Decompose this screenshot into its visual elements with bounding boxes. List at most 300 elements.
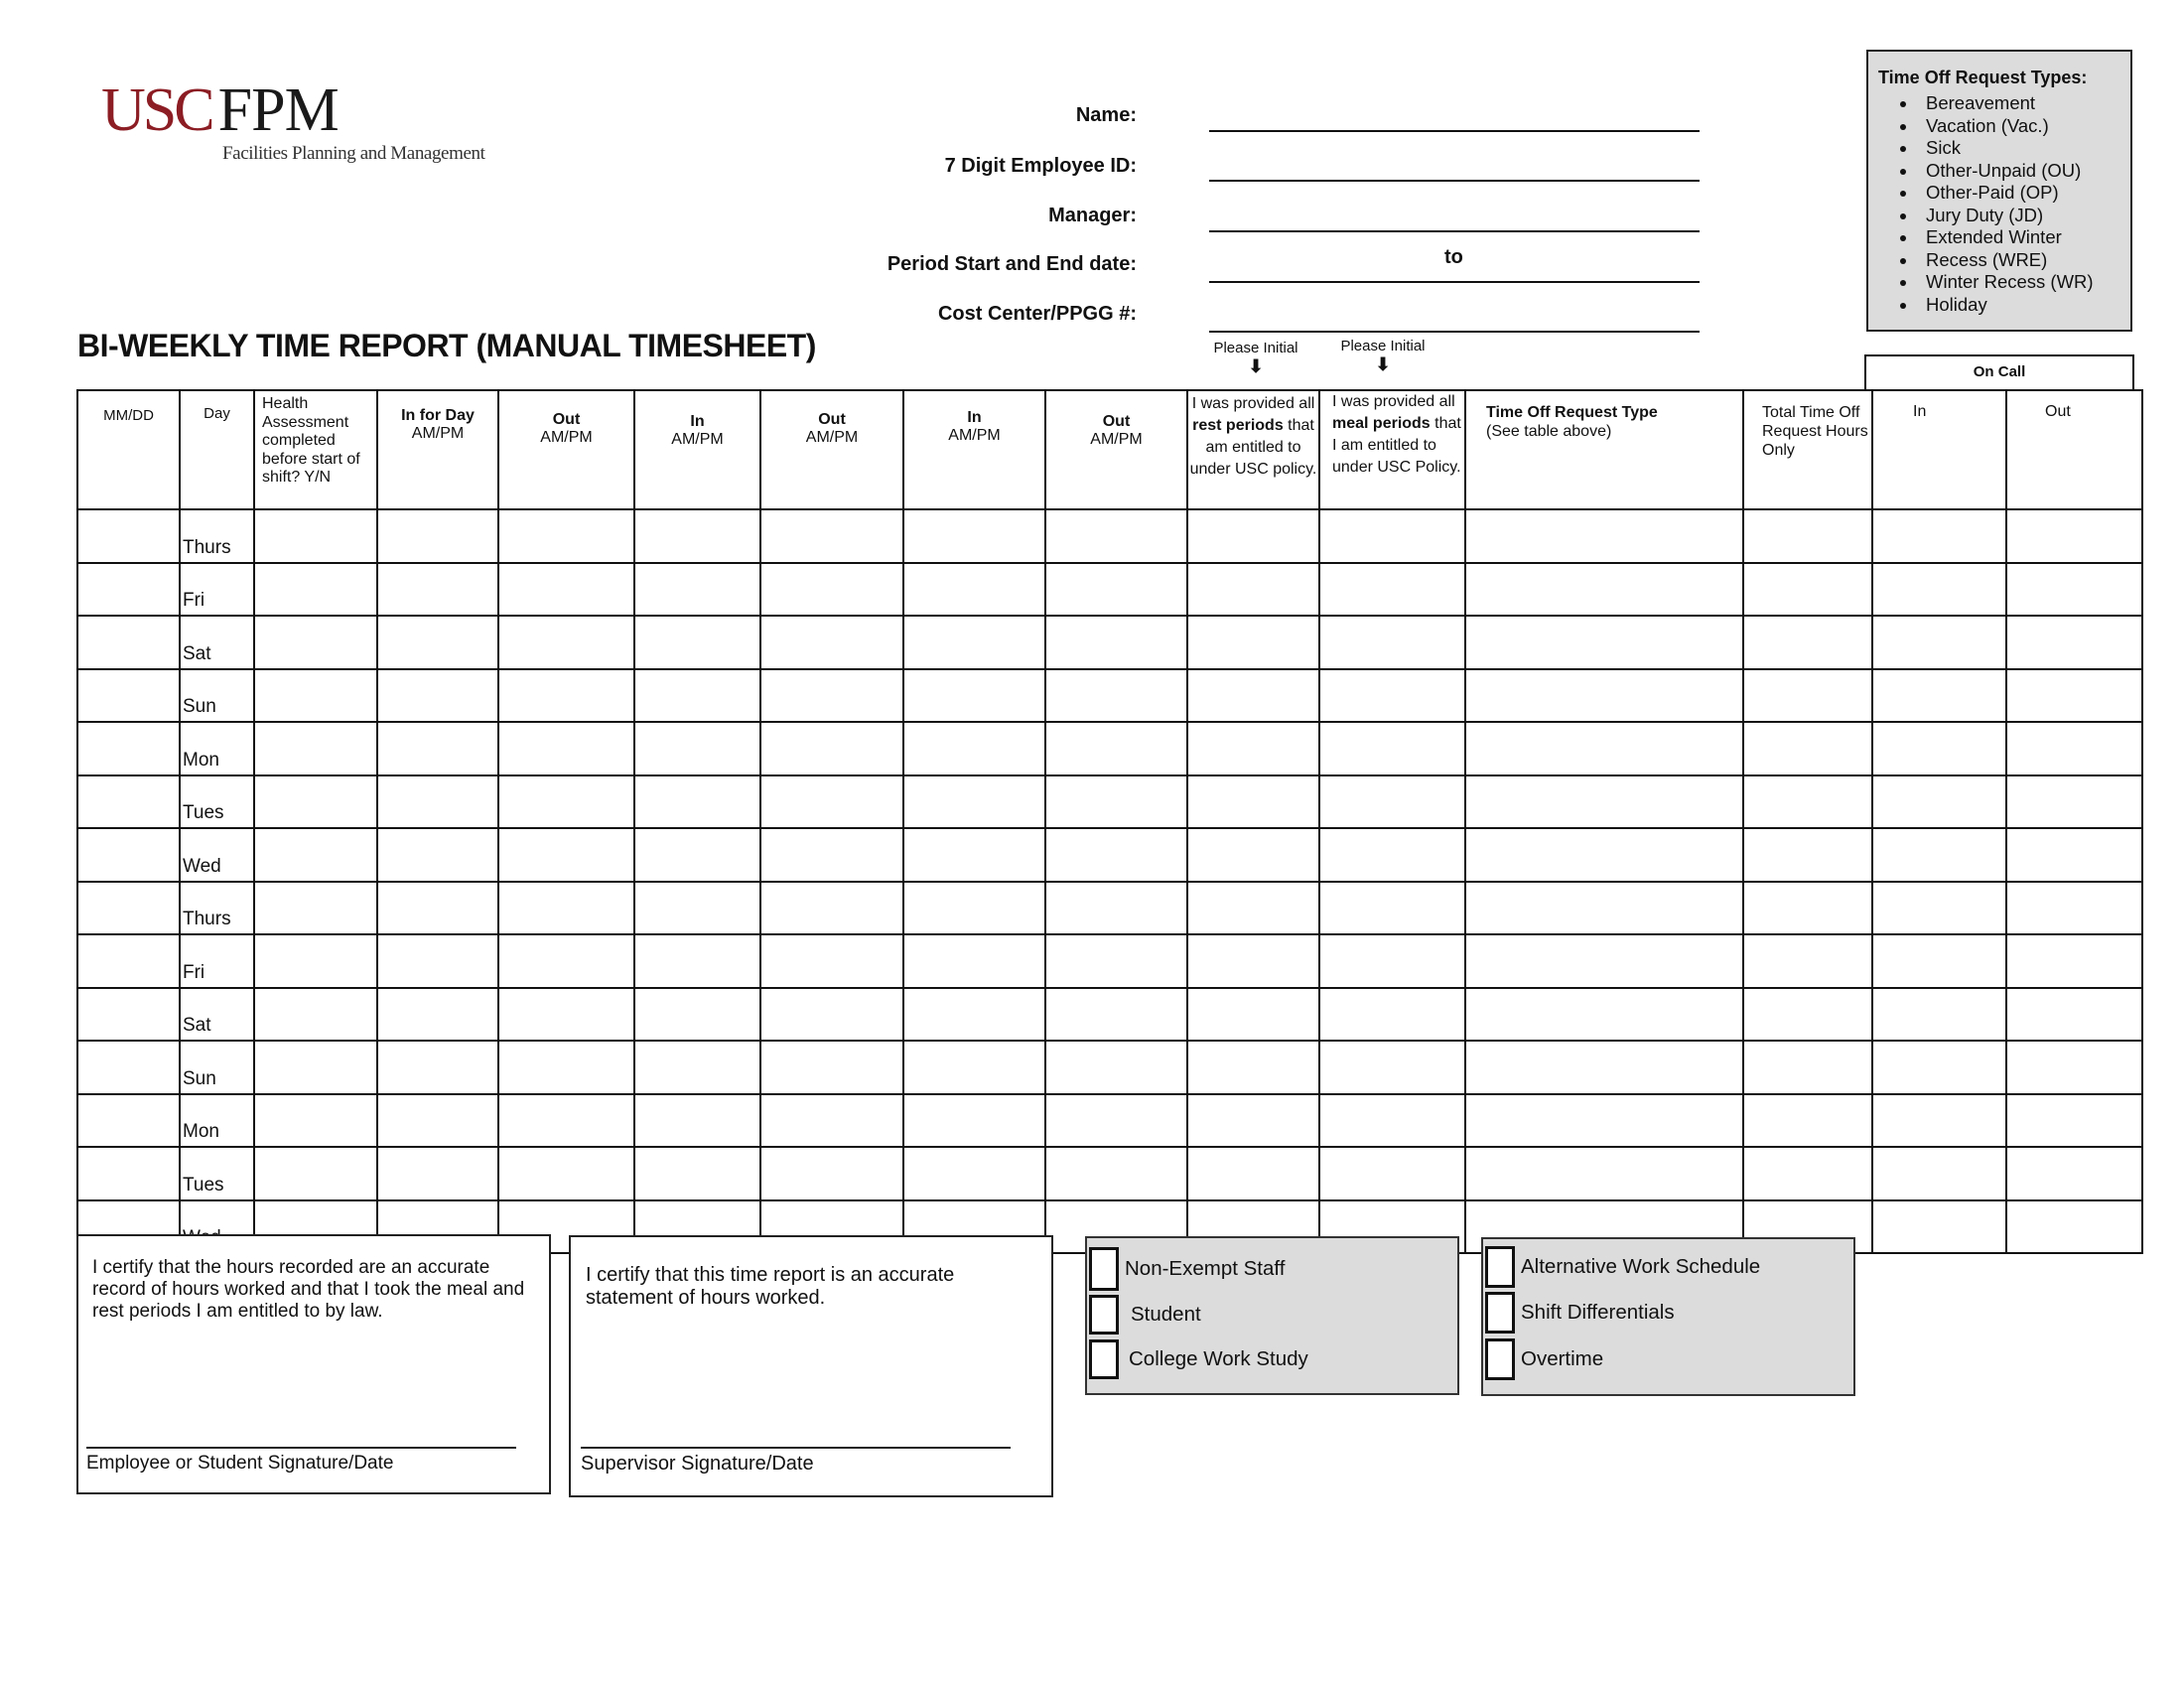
please-initial-label: Please Initial bbox=[1213, 340, 1298, 356]
arrow-down-icon: ⬇ bbox=[1248, 356, 1264, 376]
cell-time-off-type[interactable] bbox=[1465, 1041, 1743, 1094]
cell-in-3[interactable] bbox=[903, 563, 1045, 617]
table-row bbox=[77, 934, 2142, 988]
cell-out-1[interactable] bbox=[498, 988, 634, 1042]
cell-meal-initial[interactable] bbox=[1319, 616, 1465, 669]
period-label: Period Start and End date: bbox=[887, 253, 1137, 275]
header-in-3 bbox=[903, 390, 1045, 509]
on-call-header: On Call bbox=[1864, 354, 2134, 390]
table-row bbox=[77, 1041, 2142, 1094]
cell-in-2[interactable] bbox=[634, 988, 760, 1042]
table-row bbox=[77, 882, 2142, 935]
cell-in-for-day[interactable] bbox=[377, 828, 498, 882]
cell-day: Sat bbox=[180, 988, 254, 1042]
employee-signature-line[interactable] bbox=[86, 1447, 516, 1449]
option-label: Overtime bbox=[1521, 1347, 1604, 1370]
cell-on-call-out[interactable] bbox=[2006, 775, 2142, 829]
checkbox[interactable] bbox=[1089, 1295, 1119, 1335]
supervisor-signature-label: Supervisor Signature/Date bbox=[581, 1453, 814, 1475]
cell-in-for-day[interactable] bbox=[377, 1094, 498, 1148]
cell-on-call-out[interactable] bbox=[2006, 934, 2142, 988]
cell-mmdd[interactable] bbox=[77, 828, 180, 882]
header-total-time-off: Total Time Off Request Hours Only bbox=[1743, 390, 1872, 509]
cell-time-off-type[interactable] bbox=[1465, 882, 1743, 935]
cell-rest-initial[interactable] bbox=[1187, 988, 1319, 1042]
cell-health-assessment[interactable] bbox=[254, 988, 377, 1042]
list-item: • Extended Winter bbox=[1918, 226, 2130, 249]
cell-meal-initial[interactable] bbox=[1319, 1041, 1465, 1094]
cell-in-for-day[interactable] bbox=[377, 669, 498, 723]
cell-in-2[interactable] bbox=[634, 509, 760, 563]
cell-time-off-hours[interactable] bbox=[1743, 1041, 1872, 1094]
cell-out-2[interactable] bbox=[760, 828, 903, 882]
please-initial-label: Please Initial bbox=[1340, 338, 1426, 354]
supervisor-signature-line[interactable] bbox=[581, 1447, 1011, 1449]
cell-time-off-hours[interactable] bbox=[1743, 828, 1872, 882]
cell-time-off-type[interactable] bbox=[1465, 934, 1743, 988]
cell-in-3[interactable] bbox=[903, 882, 1045, 935]
cell-meal-initial[interactable] bbox=[1319, 988, 1465, 1042]
cell-in-3[interactable] bbox=[903, 934, 1045, 988]
cell-health-assessment[interactable] bbox=[254, 882, 377, 935]
cell-meal-initial[interactable] bbox=[1319, 509, 1465, 563]
option-label: Student bbox=[1131, 1303, 1201, 1326]
page-title: BI-WEEKLY TIME REPORT (MANUAL TIMESHEET) bbox=[77, 328, 816, 363]
cell-in-for-day[interactable] bbox=[377, 616, 498, 669]
timesheet-table bbox=[76, 389, 2143, 1254]
cell-in-2[interactable] bbox=[634, 934, 760, 988]
cell-time-off-type[interactable] bbox=[1465, 828, 1743, 882]
header-meal-periods bbox=[1319, 390, 1465, 509]
cell-on-call-out[interactable] bbox=[2006, 669, 2142, 723]
cell-out-2[interactable] bbox=[760, 1041, 903, 1094]
table-row bbox=[77, 669, 2142, 723]
cell-on-call-in[interactable] bbox=[1872, 828, 2006, 882]
cell-time-off-type[interactable] bbox=[1465, 616, 1743, 669]
table-row bbox=[77, 988, 2142, 1042]
cell-time-off-type[interactable] bbox=[1465, 1147, 1743, 1200]
cell-out-2[interactable] bbox=[760, 616, 903, 669]
cell-out-1[interactable] bbox=[498, 616, 634, 669]
list-item: • Other-Paid (OP) bbox=[1918, 182, 2130, 205]
cell-in-3[interactable] bbox=[903, 1147, 1045, 1200]
cell-on-call-out[interactable] bbox=[2006, 616, 2142, 669]
cell-in-2[interactable] bbox=[634, 669, 760, 723]
list-item: • Bereavement bbox=[1918, 92, 2130, 115]
logo-fpm-text: FPM bbox=[217, 76, 339, 144]
list-item: • Recess (WRE) bbox=[1918, 249, 2130, 272]
cell-health-assessment[interactable] bbox=[254, 563, 377, 617]
cell-out-2[interactable] bbox=[760, 988, 903, 1042]
table-row bbox=[77, 509, 2142, 563]
cell-on-call-out[interactable] bbox=[2006, 828, 2142, 882]
cell-in-3[interactable] bbox=[903, 616, 1045, 669]
header-sublabel: AM/PM bbox=[805, 429, 859, 446]
option-label: Non-Exempt Staff bbox=[1125, 1257, 1286, 1280]
cell-day: Thurs bbox=[180, 882, 254, 935]
list-item: • Winter Recess (WR) bbox=[1918, 271, 2130, 294]
cell-in-for-day[interactable] bbox=[377, 775, 498, 829]
cell-rest-initial[interactable] bbox=[1187, 1094, 1319, 1148]
cell-on-call-out[interactable] bbox=[2006, 563, 2142, 617]
cell-on-call-out[interactable] bbox=[2006, 1041, 2142, 1094]
cell-day: Mon bbox=[180, 1094, 254, 1148]
header-health-assessment: Health Assessment completed before start of shift? Y/N bbox=[254, 390, 377, 509]
cell-out-2[interactable] bbox=[760, 509, 903, 563]
cell-health-assessment[interactable] bbox=[254, 1094, 377, 1148]
cell-out-2[interactable] bbox=[760, 722, 903, 775]
cell-health-assessment[interactable] bbox=[254, 722, 377, 775]
cell-mmdd[interactable] bbox=[77, 722, 180, 775]
cell-rest-initial[interactable] bbox=[1187, 669, 1319, 723]
header-sublabel: AM/PM bbox=[671, 431, 724, 448]
cell-in-3[interactable] bbox=[903, 1041, 1045, 1094]
cell-in-2[interactable] bbox=[634, 563, 760, 617]
cell-day: Fri bbox=[180, 563, 254, 617]
cell-rest-initial[interactable] bbox=[1187, 616, 1319, 669]
cell-meal-initial[interactable] bbox=[1319, 669, 1465, 723]
option-label: Shift Differentials bbox=[1521, 1301, 1675, 1324]
header-mmdd bbox=[77, 390, 180, 509]
cell-meal-initial[interactable] bbox=[1319, 722, 1465, 775]
header-label: Time Off Request Type bbox=[1486, 404, 1658, 421]
cell-on-call-out[interactable] bbox=[2006, 1200, 2142, 1254]
table-row bbox=[77, 722, 2142, 775]
table-header-row bbox=[77, 390, 2142, 509]
cell-out-3[interactable] bbox=[1045, 1041, 1187, 1094]
cell-out-3[interactable] bbox=[1045, 882, 1187, 935]
header-label: Day bbox=[204, 405, 230, 422]
time-off-types-title: Time Off Request Types: bbox=[1878, 68, 2088, 87]
cell-time-off-type[interactable] bbox=[1465, 988, 1743, 1042]
cell-day: Wed bbox=[180, 828, 254, 882]
cell-on-call-in[interactable] bbox=[1872, 616, 2006, 669]
cell-on-call-out[interactable] bbox=[2006, 509, 2142, 563]
cell-meal-initial[interactable] bbox=[1319, 934, 1465, 988]
cost-center-label: Cost Center/PPGG #: bbox=[937, 303, 1137, 325]
cell-in-2[interactable] bbox=[634, 1041, 760, 1094]
cell-out-2[interactable] bbox=[760, 882, 903, 935]
cell-health-assessment[interactable] bbox=[254, 669, 377, 723]
cell-rest-initial[interactable] bbox=[1187, 509, 1319, 563]
cell-day: Tues bbox=[180, 775, 254, 829]
cell-in-for-day[interactable] bbox=[377, 1041, 498, 1094]
cell-on-call-in[interactable] bbox=[1872, 1147, 2006, 1200]
cell-in-3[interactable] bbox=[903, 828, 1045, 882]
cell-time-off-type[interactable] bbox=[1465, 669, 1743, 723]
please-initial-rest bbox=[1201, 340, 1310, 377]
cell-mmdd[interactable] bbox=[77, 616, 180, 669]
cell-out-3[interactable] bbox=[1045, 1147, 1187, 1200]
cell-time-off-hours[interactable] bbox=[1743, 563, 1872, 617]
cell-out-3[interactable] bbox=[1045, 988, 1187, 1042]
cell-mmdd[interactable] bbox=[77, 1147, 180, 1200]
employee-id-label: 7 Digit Employee ID: bbox=[944, 155, 1137, 177]
cell-out-1[interactable] bbox=[498, 1041, 634, 1094]
employee-signature-label: Employee or Student Signature/Date bbox=[86, 1453, 394, 1474]
cell-rest-initial[interactable] bbox=[1187, 722, 1319, 775]
cost-center-field[interactable] bbox=[1209, 331, 1700, 333]
header-label: Out bbox=[552, 411, 581, 428]
header-on-call-out: Out bbox=[2006, 390, 2142, 509]
cell-out-3[interactable] bbox=[1045, 934, 1187, 988]
cell-in-for-day[interactable] bbox=[377, 934, 498, 988]
cell-on-call-in[interactable] bbox=[1872, 775, 2006, 829]
header-text: that am entitled to under USC policy. bbox=[1189, 417, 1317, 478]
cell-out-1[interactable] bbox=[498, 882, 634, 935]
cell-in-for-day[interactable] bbox=[377, 722, 498, 775]
cell-on-call-out[interactable] bbox=[2006, 988, 2142, 1042]
cell-out-3[interactable] bbox=[1045, 563, 1187, 617]
cell-in-3[interactable] bbox=[903, 722, 1045, 775]
header-text: I was provided all bbox=[1332, 393, 1455, 410]
header-label: Out bbox=[1102, 413, 1131, 430]
cell-rest-initial[interactable] bbox=[1187, 934, 1319, 988]
cell-out-1[interactable] bbox=[498, 1094, 634, 1148]
list-item: • Vacation (Vac.) bbox=[1918, 115, 2130, 138]
header-label: MM/DD bbox=[103, 407, 154, 424]
supervisor-certify-text: I certify that this time report is an accurate statement of hours worked. bbox=[586, 1264, 955, 1309]
cell-out-1[interactable] bbox=[498, 828, 634, 882]
header-in-for-day bbox=[377, 390, 498, 509]
cell-in-2[interactable] bbox=[634, 1147, 760, 1200]
header-sublabel: AM/PM bbox=[1090, 431, 1143, 448]
cell-on-call-in[interactable] bbox=[1872, 882, 2006, 935]
cell-health-assessment[interactable] bbox=[254, 1041, 377, 1094]
cell-in-2[interactable] bbox=[634, 1094, 760, 1148]
cell-out-2[interactable] bbox=[760, 1147, 903, 1200]
cell-time-off-hours[interactable] bbox=[1743, 722, 1872, 775]
cell-mmdd[interactable] bbox=[77, 775, 180, 829]
cell-in-for-day[interactable] bbox=[377, 988, 498, 1042]
cell-on-call-in[interactable] bbox=[1872, 1094, 2006, 1148]
cell-out-3[interactable] bbox=[1045, 828, 1187, 882]
cell-day: Fri bbox=[180, 934, 254, 988]
time-off-types-box bbox=[1866, 50, 2132, 332]
checkbox[interactable] bbox=[1089, 1247, 1119, 1291]
cell-rest-initial[interactable] bbox=[1187, 828, 1319, 882]
table-row bbox=[77, 828, 2142, 882]
cell-time-off-hours[interactable] bbox=[1743, 509, 1872, 563]
checkbox[interactable] bbox=[1485, 1292, 1515, 1334]
cell-meal-initial[interactable] bbox=[1319, 1094, 1465, 1148]
cell-out-3[interactable] bbox=[1045, 509, 1187, 563]
cell-mmdd[interactable] bbox=[77, 1094, 180, 1148]
cell-time-off-type[interactable] bbox=[1465, 722, 1743, 775]
header-sublabel: AM/PM bbox=[411, 425, 465, 442]
header-in-2 bbox=[634, 390, 760, 509]
cell-health-assessment[interactable] bbox=[254, 509, 377, 563]
cell-health-assessment[interactable] bbox=[254, 828, 377, 882]
cell-on-call-out[interactable] bbox=[2006, 1094, 2142, 1148]
cell-time-off-hours[interactable] bbox=[1743, 1094, 1872, 1148]
cell-day: Sat bbox=[180, 616, 254, 669]
header-label: In bbox=[690, 413, 705, 430]
cell-in-3[interactable] bbox=[903, 669, 1045, 723]
cell-mmdd[interactable] bbox=[77, 1041, 180, 1094]
table-row bbox=[77, 775, 2142, 829]
header-sublabel: (See table above) bbox=[1486, 423, 1612, 440]
cell-on-call-out[interactable] bbox=[2006, 1147, 2142, 1200]
cell-mmdd[interactable] bbox=[77, 563, 180, 617]
cell-out-3[interactable] bbox=[1045, 669, 1187, 723]
cell-day: Sun bbox=[180, 1041, 254, 1094]
period-dates-field[interactable] bbox=[1209, 281, 1700, 283]
cell-in-for-day[interactable] bbox=[377, 1147, 498, 1200]
cell-mmdd[interactable] bbox=[77, 988, 180, 1042]
cell-on-call-in[interactable] bbox=[1872, 669, 2006, 723]
cell-time-off-hours[interactable] bbox=[1743, 1147, 1872, 1200]
list-item: • Other-Unpaid (OU) bbox=[1918, 160, 2130, 183]
cell-on-call-in[interactable] bbox=[1872, 934, 2006, 988]
cell-on-call-in[interactable] bbox=[1872, 563, 2006, 617]
cell-out-1[interactable] bbox=[498, 509, 634, 563]
cell-out-1[interactable] bbox=[498, 669, 634, 723]
cell-health-assessment[interactable] bbox=[254, 616, 377, 669]
usc-fpm-logo bbox=[101, 76, 485, 164]
cell-rest-initial[interactable] bbox=[1187, 775, 1319, 829]
header-out-3 bbox=[1045, 390, 1187, 509]
cell-time-off-hours[interactable] bbox=[1743, 775, 1872, 829]
arrow-down-icon: ⬇ bbox=[1375, 354, 1391, 374]
cell-rest-initial[interactable] bbox=[1187, 882, 1319, 935]
manager-label: Manager: bbox=[1048, 205, 1137, 226]
cell-out-1[interactable] bbox=[498, 1147, 634, 1200]
table-row bbox=[77, 1147, 2142, 1200]
cell-meal-initial[interactable] bbox=[1319, 882, 1465, 935]
cell-on-call-in[interactable] bbox=[1872, 988, 2006, 1042]
cell-in-for-day[interactable] bbox=[377, 563, 498, 617]
checkbox[interactable] bbox=[1485, 1338, 1515, 1380]
cell-meal-initial[interactable] bbox=[1319, 563, 1465, 617]
cell-rest-initial[interactable] bbox=[1187, 1041, 1319, 1094]
cell-time-off-type[interactable] bbox=[1465, 509, 1743, 563]
cell-on-call-out[interactable] bbox=[2006, 882, 2142, 935]
cell-mmdd[interactable] bbox=[77, 934, 180, 988]
cell-health-assessment[interactable] bbox=[254, 775, 377, 829]
cell-out-1[interactable] bbox=[498, 563, 634, 617]
header-label: Out bbox=[818, 411, 846, 428]
cell-out-2[interactable] bbox=[760, 563, 903, 617]
header-on-call-in: In bbox=[1872, 390, 2006, 509]
cell-day: Sun bbox=[180, 669, 254, 723]
cell-in-2[interactable] bbox=[634, 882, 760, 935]
option-student[interactable] bbox=[1089, 1295, 1201, 1335]
cell-out-1[interactable] bbox=[498, 775, 634, 829]
header-label: In for Day bbox=[401, 407, 475, 424]
cell-in-3[interactable] bbox=[903, 1094, 1045, 1148]
table-row bbox=[77, 616, 2142, 669]
option-overtime[interactable] bbox=[1485, 1338, 1603, 1380]
cell-out-3[interactable] bbox=[1045, 722, 1187, 775]
cell-day: Mon bbox=[180, 722, 254, 775]
header-text-bold: meal periods bbox=[1332, 415, 1431, 432]
cell-time-off-hours[interactable] bbox=[1743, 669, 1872, 723]
cell-on-call-in[interactable] bbox=[1872, 722, 2006, 775]
option-label: College Work Study bbox=[1129, 1347, 1308, 1370]
period-separator: to bbox=[1444, 246, 1463, 268]
cell-health-assessment[interactable] bbox=[254, 934, 377, 988]
checkbox[interactable] bbox=[1485, 1246, 1515, 1288]
cell-out-3[interactable] bbox=[1045, 1094, 1187, 1148]
name-field[interactable] bbox=[1209, 130, 1700, 132]
cell-out-3[interactable] bbox=[1045, 616, 1187, 669]
logo-subtitle: Facilities Planning and Management bbox=[222, 143, 485, 164]
cell-out-1[interactable] bbox=[498, 722, 634, 775]
cell-on-call-in[interactable] bbox=[1872, 1041, 2006, 1094]
cell-out-2[interactable] bbox=[760, 775, 903, 829]
header-day bbox=[180, 390, 254, 509]
cell-on-call-out[interactable] bbox=[2006, 722, 2142, 775]
table-row bbox=[77, 563, 2142, 617]
name-label: Name: bbox=[1075, 104, 1137, 126]
cell-rest-initial[interactable] bbox=[1187, 1147, 1319, 1200]
cell-mmdd[interactable] bbox=[77, 669, 180, 723]
cell-meal-initial[interactable] bbox=[1319, 775, 1465, 829]
employee-certify-text: I certify that the hours recorded are an accurate record of hours worked and that I took the meal and rest periods I am entitled to by law. bbox=[92, 1257, 525, 1322]
cell-time-off-hours[interactable] bbox=[1743, 616, 1872, 669]
cell-in-2[interactable] bbox=[634, 775, 760, 829]
checkbox[interactable] bbox=[1089, 1339, 1119, 1379]
option-alternative-work-schedule[interactable] bbox=[1485, 1246, 1760, 1288]
cell-in-2[interactable] bbox=[634, 616, 760, 669]
cell-mmdd[interactable] bbox=[77, 882, 180, 935]
cell-time-off-type[interactable] bbox=[1465, 1094, 1743, 1148]
cell-out-3[interactable] bbox=[1045, 775, 1187, 829]
cell-in-3[interactable] bbox=[903, 988, 1045, 1042]
cell-health-assessment[interactable] bbox=[254, 1147, 377, 1200]
cell-mmdd[interactable] bbox=[77, 509, 180, 563]
cell-time-off-type[interactable] bbox=[1465, 563, 1743, 617]
cell-time-off-hours[interactable] bbox=[1743, 988, 1872, 1042]
cell-in-2[interactable] bbox=[634, 828, 760, 882]
cell-on-call-in[interactable] bbox=[1872, 1200, 2006, 1254]
logo-usc-text: USC bbox=[101, 76, 212, 144]
cell-in-2[interactable] bbox=[634, 722, 760, 775]
cell-day: Thurs bbox=[180, 509, 254, 563]
cell-time-off-hours[interactable] bbox=[1743, 934, 1872, 988]
manager-field[interactable] bbox=[1209, 230, 1700, 232]
cell-in-for-day[interactable] bbox=[377, 882, 498, 935]
table-row bbox=[77, 1094, 2142, 1148]
cell-out-2[interactable] bbox=[760, 1094, 903, 1148]
cell-in-for-day[interactable] bbox=[377, 509, 498, 563]
list-item: • Jury Duty (JD) bbox=[1918, 205, 2130, 227]
header-rest-periods bbox=[1187, 390, 1319, 509]
cell-time-off-type[interactable] bbox=[1465, 775, 1743, 829]
cell-time-off-hours[interactable] bbox=[1743, 882, 1872, 935]
cell-out-2[interactable] bbox=[760, 934, 903, 988]
header-text: I was provided all bbox=[1191, 395, 1315, 412]
list-item: • Sick bbox=[1918, 137, 2130, 160]
cell-in-3[interactable] bbox=[903, 509, 1045, 563]
option-college-work-study[interactable] bbox=[1089, 1339, 1308, 1379]
cell-out-2[interactable] bbox=[760, 669, 903, 723]
please-initial-meal bbox=[1328, 338, 1437, 375]
header-out-2 bbox=[760, 390, 903, 509]
header-text: that I am entitled to under USC Policy. bbox=[1332, 415, 1461, 476]
cell-rest-initial[interactable] bbox=[1187, 563, 1319, 617]
option-shift-differentials[interactable] bbox=[1485, 1292, 1675, 1334]
cell-meal-initial[interactable] bbox=[1319, 828, 1465, 882]
cell-in-3[interactable] bbox=[903, 775, 1045, 829]
cell-meal-initial[interactable] bbox=[1319, 1147, 1465, 1200]
cell-out-1[interactable] bbox=[498, 934, 634, 988]
option-non-exempt-staff[interactable] bbox=[1089, 1247, 1285, 1291]
cell-day: Tues bbox=[180, 1147, 254, 1200]
cell-on-call-in[interactable] bbox=[1872, 509, 2006, 563]
employee-id-field[interactable] bbox=[1209, 180, 1700, 182]
